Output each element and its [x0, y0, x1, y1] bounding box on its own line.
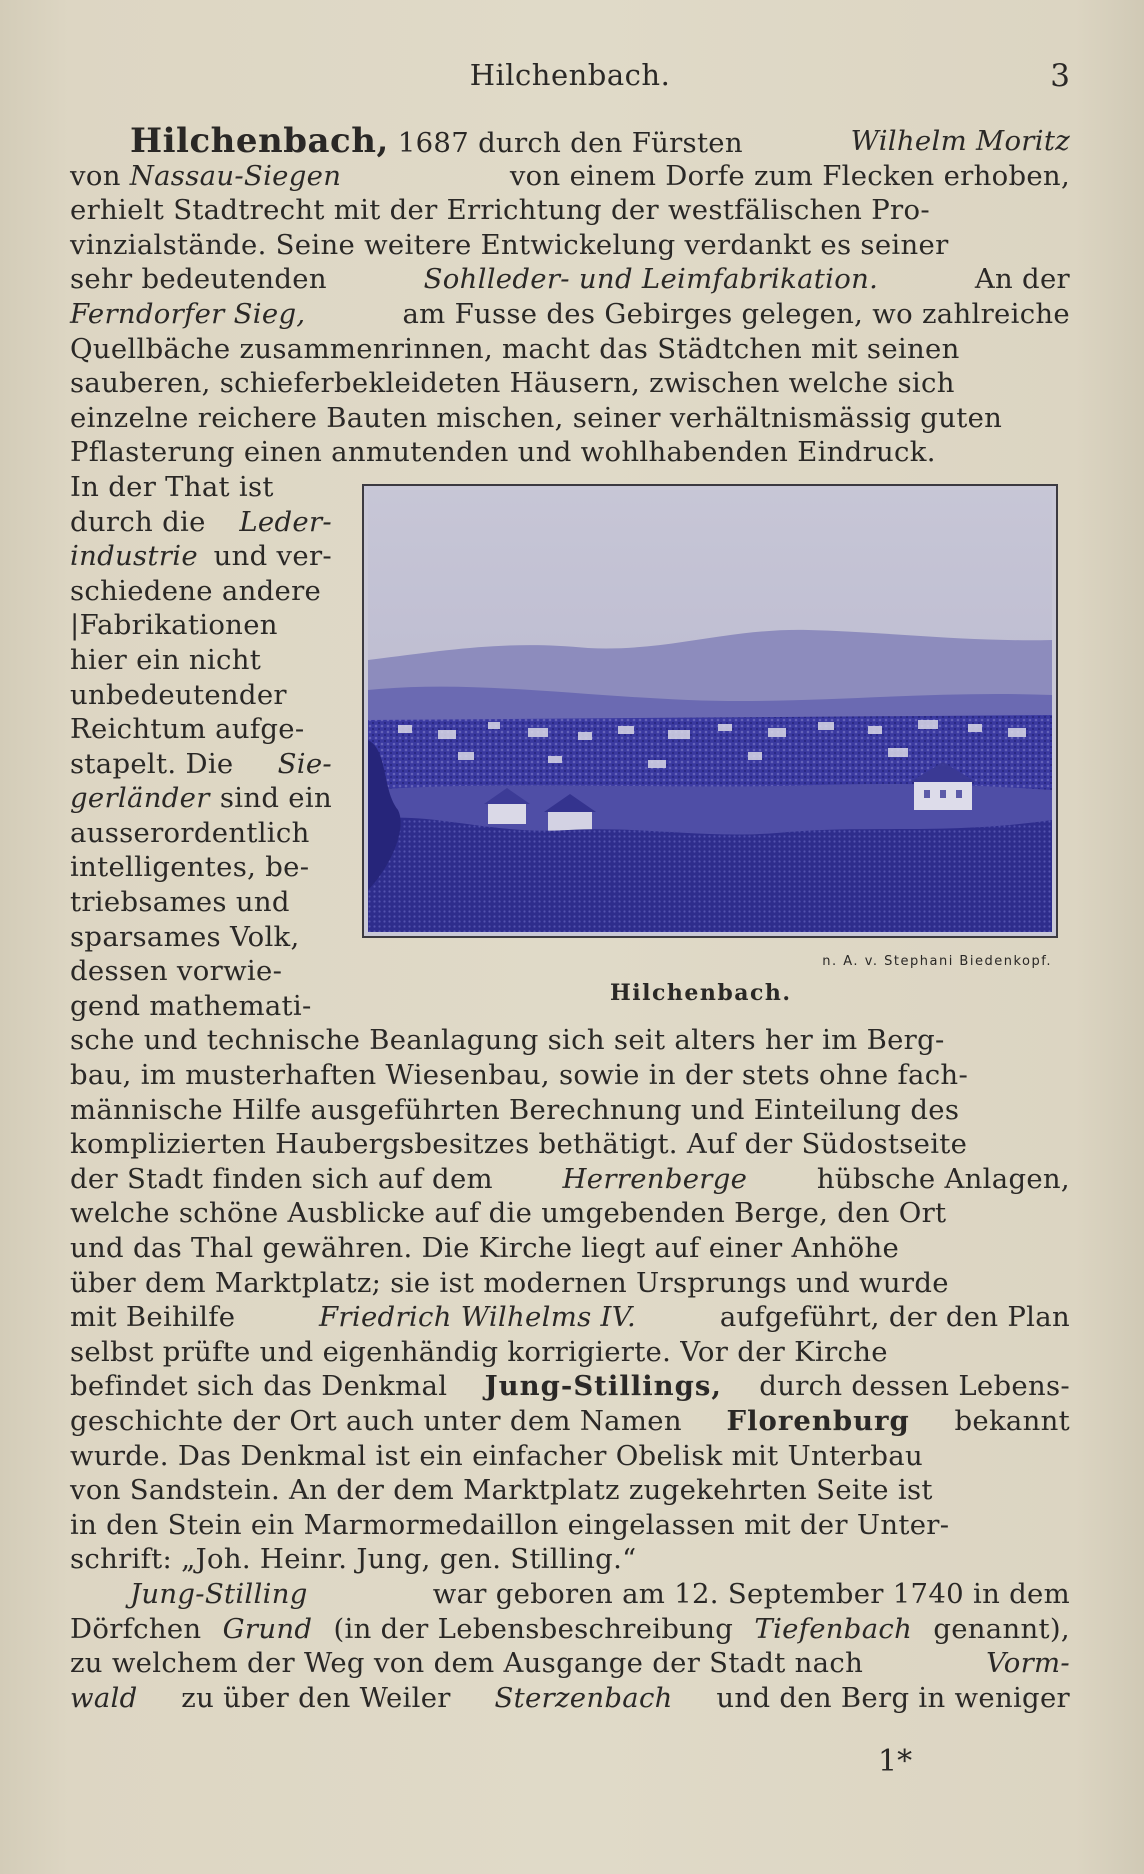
text-line: unbedeutender — [70, 678, 287, 711]
text-line: welche schöne Ausblicke auf die umgebenden Berge, den Ort — [70, 1197, 947, 1230]
page-number: 3 — [1050, 58, 1070, 94]
running-title: Hilchenbach. — [469, 58, 671, 92]
text-line: sparsames Volk, — [70, 920, 300, 953]
text-line: von Nassau-Siegen von einem Dorfe zum Flecken erhoben, — [70, 159, 1070, 192]
text-line: Dörfchen Grund (in der Lebensbeschreibung Tiefenbach genannt), — [70, 1612, 1070, 1645]
text-line: männische Hilfe ausgeführten Berechnung und Einteilung des — [70, 1093, 960, 1126]
page-header — [70, 58, 1070, 98]
text-line: schiedene andere — [70, 574, 322, 607]
signature-mark: 1* — [878, 1744, 913, 1779]
figure-frame — [362, 484, 1058, 938]
figure-caption: Hilchenbach. — [610, 980, 792, 1006]
text-line: Pflasterung einen anmutenden und wohlhabenden Eindruck. — [70, 436, 936, 469]
text-line: wald zu über den Weiler Sterzenbach und den Berg in weniger — [70, 1681, 1070, 1714]
text-line: ausserordentlich — [70, 816, 310, 849]
text-line: In der That ist — [70, 470, 274, 503]
text-line: sche und technische Beanlagung sich seit alters her im Berg- — [70, 1024, 945, 1057]
text-line: zu welchem der Weg von dem Ausgange der Stadt nach Vorm- — [70, 1647, 1070, 1680]
name-emphasis: Florenburg — [726, 1404, 910, 1437]
text-line: befindet sich das Denkmal Jung-Stillings, durch dessen Lebens- — [70, 1370, 1070, 1403]
text-line: gerländer sind ein — [70, 782, 332, 815]
text-line: der Stadt finden sich auf dem Herrenberge hübsche Anlagen, — [70, 1162, 1070, 1195]
text-line: und das Thal gewähren. Die Kirche liegt auf einer Anhöhe — [70, 1232, 900, 1264]
figure — [362, 484, 1058, 1010]
text-line: Reichtum aufge- — [70, 713, 305, 746]
text-line: gend mathemati- — [70, 989, 312, 1022]
text-line: von Sandstein. An der dem Marktplatz zugekehrten Seite ist — [70, 1474, 933, 1507]
photo-credit: n. A. v. Stephani Biedenkopf. — [822, 954, 1052, 969]
text-line: sauberen, schieferbekleideten Häusern, zwischen welche sich — [70, 367, 955, 400]
text-line: durch die Leder- — [70, 505, 332, 538]
text-line: schrift: „Joh. Heinr. Jung, gen. Stilling.“ — [70, 1543, 637, 1576]
text-line: selbst prüfte und eigenhändig korrigierte. Vor der Kirche — [70, 1335, 888, 1368]
text-line: in den Stein ein Marmormedaillon eingelassen mit der Unter- — [70, 1508, 950, 1541]
lede-heading: Hilchenbach, — [130, 121, 389, 161]
text-line: triebsames und — [70, 886, 290, 919]
text-line: sehr bedeutenden Sohlleder- und Leimfabrikation. An der — [70, 263, 1070, 296]
text-line: wurde. Das Denkmal ist ein einfacher Obelisk mit Unterbau — [70, 1439, 923, 1472]
text-line: über dem Marktplatz; sie ist modernen Ursprungs und wurde — [70, 1266, 949, 1299]
text-line: einzelne reichere Bauten mischen, seiner verhältnismässig guten — [70, 401, 1003, 434]
text-line: mit Beihilfe Friedrich Wilhelms IV. aufgeführt, der den Plan — [70, 1301, 1070, 1334]
text-line: intelligentes, be- — [70, 851, 310, 884]
text-line: |Fabrikationen — [70, 609, 278, 642]
text-line: geschichte der Ort auch unter dem Namen Florenburg bekannt — [70, 1404, 1070, 1437]
text-line: komplizierten Haubergsbesitzes bethätigt. Auf der Südostseite — [70, 1128, 968, 1161]
foreground-trees — [368, 818, 1052, 932]
italic-name: Wilhelm Moritz — [850, 125, 1070, 157]
text-line: Jung-Stilling war geboren am 12. September 1740 in dem — [130, 1577, 1070, 1610]
text-line: Quellbäche zusammenrinnen, macht das Städtchen mit seinen — [70, 332, 960, 365]
text-line: Hilchenbach, 1687 durch den Fürsten Wilhelm Moritz — [130, 121, 1070, 161]
town-landscape-photo — [368, 490, 1052, 932]
text-line: Ferndorfer Sieg, am Fusse des Gebirges gelegen, wo zahlreiche — [70, 297, 1070, 330]
text-line: industrie und ver- — [70, 540, 332, 573]
name-emphasis: Jung-Stillings, — [484, 1370, 722, 1403]
text-line: bau, im musterhaften Wiesenbau, sowie in der stets ohne fach- — [70, 1059, 969, 1092]
text-line: stapelt. Die Sie- — [70, 747, 332, 780]
text-line: hier ein nicht — [70, 643, 262, 676]
text-line: dessen vorwie- — [70, 955, 283, 988]
text-line: erhielt Stadtrecht mit der Errichtung der westfälischen Pro- — [70, 194, 930, 227]
text-line: vinzialstände. Seine weitere Entwickelung verdankt es seiner — [70, 228, 949, 261]
